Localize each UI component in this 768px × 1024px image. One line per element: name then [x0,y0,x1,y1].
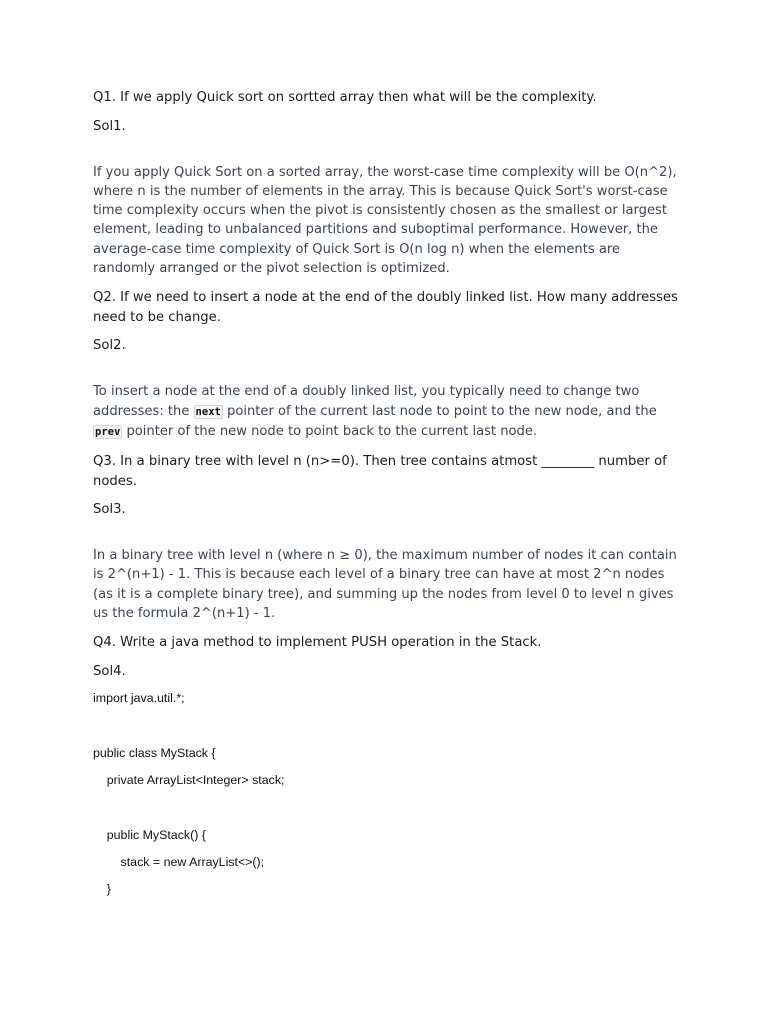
question-4: Q4. Write a java method to implement PUSH operation in the Stack. [93,635,542,651]
solution-2-text-part3: pointer of the new node to point back to the current last node. [122,423,538,439]
solution-3-answer: In a binary tree with level n (where n ≥ 0), the maximum number of nodes it can contain is 2^(n+1) - 1. This is because each level of a binary tree can have at most 2^n nodes (as it is a complete binary tree), and summing up the nodes from level 0 to level n gives us the formula 2^(n+1) - 1. [93,548,677,622]
solution-2-label: Sol2. [93,338,126,354]
code-line: public class MyStack { [93,745,216,760]
code-line [93,790,678,826]
code-line: import java.util.*; [93,690,185,705]
question-1: Q1. If we apply Quick sort on sortted array then what will be the complexity. [93,90,597,105]
code-line: stack = new ArrayList<>(); [93,854,265,869]
prev-pointer-code: prev [95,425,121,438]
question-2: Q2. If we need to insert a node at the end of the doubly linked list. How many addresses need to be change. [93,290,678,325]
solution-1-label: Sol1. [93,118,126,134]
code-line [93,708,678,744]
code-line: } [93,881,111,896]
document-page [93,88,678,899]
solution-1-answer: If you apply Quick Sort on a sorted array, the worst-case time complexity will be O(n^2), where n is the number of elements in the array. This is because Quick Sort's worst-case time complexity occurs when the pivot is consistently chosen as the smallest or largest element, leading to unbalanced partitions and suboptimal performance. However, the average-case time complexity of Quick Sort is O(n log n) when the elements are randomly arranged or the pivot selection is optimized. [93,164,677,276]
solution-2-text-part2: pointer of the current last node to point to the new node, and the [222,403,657,419]
solution-3-label: Sol3. [93,502,126,518]
code-line: public MyStack() { [93,827,206,842]
solution-4-label: Sol4. [93,663,126,679]
question-3: Q3. In a binary tree with level n (n>=0). Then tree contains atmost ________ number of nodes. [93,454,667,489]
code-line: private ArrayList<Integer> stack; [93,772,285,787]
solution-2-text-part1: To insert a node at the end of a doubly linked list, you typically need to change two addresses: the [93,384,640,419]
next-pointer-code: next [195,405,221,418]
solution-2-answer [93,382,678,442]
code-block [93,689,678,899]
